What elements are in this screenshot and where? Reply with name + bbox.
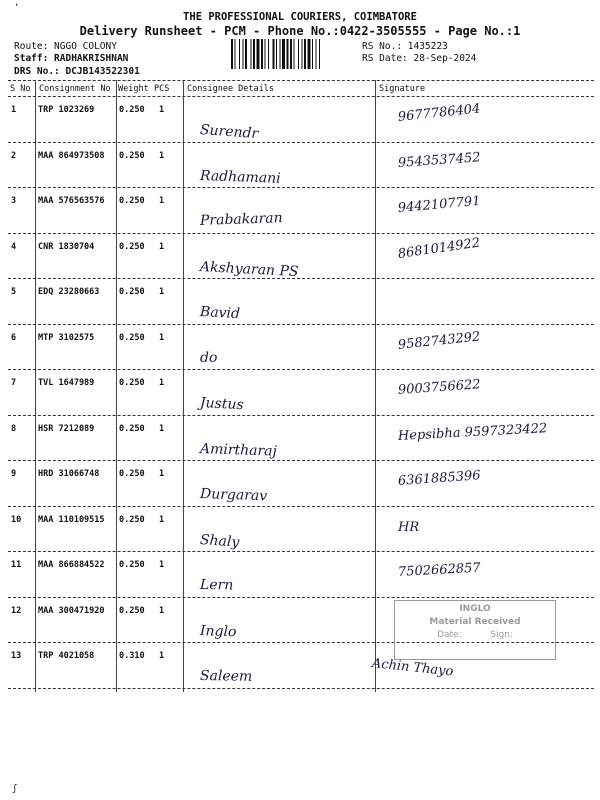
- table-row: [8, 369, 594, 415]
- barcode-bar: [257, 39, 260, 69]
- barcode-bar: [304, 39, 306, 69]
- row-consignee-handwriting: do: [200, 349, 218, 366]
- barcode-bar: [273, 39, 275, 69]
- col-signature-header: Signature: [379, 84, 426, 94]
- row-signature-handwriting: 9442107791: [397, 193, 482, 216]
- stamp-date-sign: Date: Sign:: [437, 630, 513, 640]
- row-consignee-handwriting: Inglo: [199, 622, 237, 640]
- row-consignment-no: CNR 1830704: [38, 241, 95, 252]
- stamp-brand: INGLO: [459, 604, 491, 614]
- row-consignment-no: TVL 1647989: [38, 378, 95, 388]
- row-pcs: 1: [159, 332, 165, 343]
- company-title: THE PROFESSIONAL COURIERS, COIMBATORE: [183, 11, 417, 23]
- barcode-bar: [253, 39, 255, 69]
- row-consignment-no: TRP 4021058: [38, 651, 95, 661]
- row-consignee-handwriting: Saleem: [199, 668, 253, 685]
- barcode-bar: [312, 39, 313, 69]
- barcode-bar: [239, 39, 240, 69]
- row-pcs: 1: [159, 514, 165, 525]
- row-consignee-handwriting: Prabakaran: [199, 210, 283, 229]
- row-signature-handwriting: 9677786404: [397, 101, 482, 125]
- barcode-bar: [280, 39, 281, 69]
- row-consignee-handwriting: Radhamani: [199, 167, 281, 187]
- row-weight: 0.250: [119, 605, 145, 616]
- barcode-bar: [308, 39, 311, 69]
- row-pcs: 1: [159, 105, 165, 115]
- stamp-title: Material Received: [429, 617, 521, 627]
- barcode-bar: [319, 39, 320, 69]
- row-weight: 0.250: [119, 105, 145, 115]
- row-pcs: 1: [159, 651, 165, 661]
- row-signature-handwriting: HR: [398, 519, 420, 535]
- barcode-bar: [282, 39, 285, 69]
- row-weight: 0.310: [119, 651, 145, 661]
- table-row: [8, 460, 594, 506]
- barcode-bar: [276, 39, 277, 69]
- col-pcs-header: PCS: [154, 84, 170, 94]
- barcode-bar: [231, 39, 233, 69]
- row-signature-handwriting: 8681014922: [396, 235, 481, 262]
- row-pcs: 1: [159, 150, 165, 161]
- row-consignment-no: TRP 1023269: [38, 105, 95, 115]
- barcode-bar: [302, 39, 303, 69]
- table-row: [8, 324, 594, 370]
- row-weight: 0.250: [119, 560, 145, 570]
- row-signature-handwriting: 7502662857: [397, 560, 481, 580]
- row-consignee-handwriting: Akshyaran PS: [199, 258, 299, 280]
- barcode-bar: [268, 39, 269, 69]
- row-weight: 0.250: [119, 469, 145, 479]
- row-consignment-no: MAA 864973508: [38, 150, 105, 161]
- row-sno: 10: [11, 514, 22, 525]
- row-sno: 12: [11, 605, 22, 616]
- corner-mark: ʃ: [12, 784, 18, 794]
- col-weight-header: Weight: [118, 84, 149, 94]
- row-sno: 4: [11, 241, 17, 252]
- table-row: [8, 187, 594, 233]
- row-sno: 13: [11, 651, 22, 661]
- row-sno: 1: [11, 105, 17, 115]
- barcode-bar: [316, 39, 317, 69]
- row-sno: 9: [11, 469, 17, 479]
- barcode-bar: [287, 39, 289, 69]
- barcode-bar: [298, 39, 299, 69]
- col-consignment-header: Consignment No: [39, 84, 111, 94]
- row-signature-handwriting: Achin Thayo: [371, 656, 455, 680]
- table-row: [8, 142, 594, 188]
- row-consignee-handwriting: Durgarav: [199, 486, 268, 505]
- row-weight: 0.250: [119, 423, 145, 434]
- barcode-bar: [243, 39, 244, 69]
- drs-number: DRS No.: DCJB143522301: [14, 66, 140, 77]
- route-label: Route: NGGO COLONY: [14, 41, 117, 52]
- row-consignment-no: MAA 576563576: [38, 196, 105, 206]
- row-consignee-handwriting: Shaly: [199, 531, 240, 551]
- row-weight: 0.250: [119, 378, 145, 388]
- row-weight: 0.250: [119, 196, 145, 206]
- row-sno: 6: [11, 332, 17, 343]
- row-consignee-handwriting: Lern: [199, 577, 234, 594]
- row-sno: 8: [11, 423, 17, 434]
- row-sno: 7: [11, 378, 17, 388]
- row-consignee-handwriting: Surendr: [199, 122, 259, 143]
- row-pcs: 1: [159, 287, 165, 297]
- row-pcs: 1: [159, 560, 165, 570]
- barcode-bar: [235, 39, 236, 69]
- row-signature-handwriting: Hepsibha 9597323422: [397, 420, 548, 444]
- row-weight: 0.250: [119, 514, 145, 525]
- row-pcs: 1: [159, 469, 165, 479]
- row-weight: 0.250: [119, 241, 145, 252]
- row-consignment-no: EDQ 23280663: [38, 287, 100, 297]
- row-consignment-no: MTP 3102575: [38, 332, 95, 343]
- barcode-bar: [294, 39, 295, 69]
- row-pcs: 1: [159, 196, 165, 206]
- row-signature-handwriting: 9543537452: [397, 149, 482, 171]
- row-consignee-handwriting: Amirtharaj: [199, 440, 278, 460]
- staff-label: Staff: RADHAKRISHNAN: [14, 53, 129, 64]
- material-received-stamp: [394, 600, 556, 660]
- header-top-rule: [8, 80, 594, 81]
- row-pcs: 1: [159, 378, 165, 388]
- row-signature-handwriting: 9582743292: [397, 328, 482, 353]
- row-consignment-no: MAA 866884522: [38, 560, 105, 570]
- row-weight: 0.250: [119, 332, 145, 343]
- table-row: [8, 506, 594, 552]
- row-weight: 0.250: [119, 150, 145, 161]
- row-consignee-handwriting: Justus: [199, 395, 244, 414]
- row-sno: 5: [11, 287, 17, 297]
- row-weight: 0.250: [119, 287, 145, 297]
- row-consignee-handwriting: Bavid: [199, 304, 241, 323]
- table-row: [8, 96, 594, 142]
- table-row: [8, 551, 594, 597]
- row-consignment-no: MAA 300471920: [38, 605, 105, 616]
- rs-date: RS Date: 28-Sep-2024: [362, 53, 477, 64]
- table-row: [8, 233, 594, 279]
- barcode-bar: [245, 39, 247, 69]
- barcode-image: [231, 39, 355, 69]
- row-pcs: 1: [159, 423, 165, 434]
- runsheet-subtitle: Delivery Runsheet - PCM - Phone No.:0422-3505555 - Page No.:1: [79, 24, 521, 38]
- row-signature-handwriting: 6361885396: [397, 468, 482, 489]
- row-pcs: 1: [159, 241, 165, 252]
- row-pcs: 1: [159, 605, 165, 616]
- row-divider: [8, 688, 594, 689]
- barcode-bar: [265, 39, 266, 69]
- rs-number: RS No.: 1435223: [362, 41, 448, 52]
- col-sno-header: S No: [10, 84, 31, 94]
- row-signature-handwriting: 9003756622: [397, 377, 482, 398]
- barcode-bar: [251, 39, 252, 69]
- col-consignee-header: Consignee Details: [187, 84, 274, 94]
- row-consignment-no: MAA 110109515: [38, 514, 105, 525]
- row-sno: 11: [11, 560, 22, 570]
- barcode-bar: [290, 39, 292, 69]
- row-sno: 2: [11, 150, 17, 161]
- row-sno: 3: [11, 196, 17, 206]
- barcode-bar: [261, 39, 263, 69]
- corner-mark: ❛: [14, 3, 20, 13]
- table-row: [8, 278, 594, 324]
- row-consignment-no: HRD 31066748: [38, 469, 100, 479]
- row-consignment-no: HSR 7212089: [38, 423, 95, 434]
